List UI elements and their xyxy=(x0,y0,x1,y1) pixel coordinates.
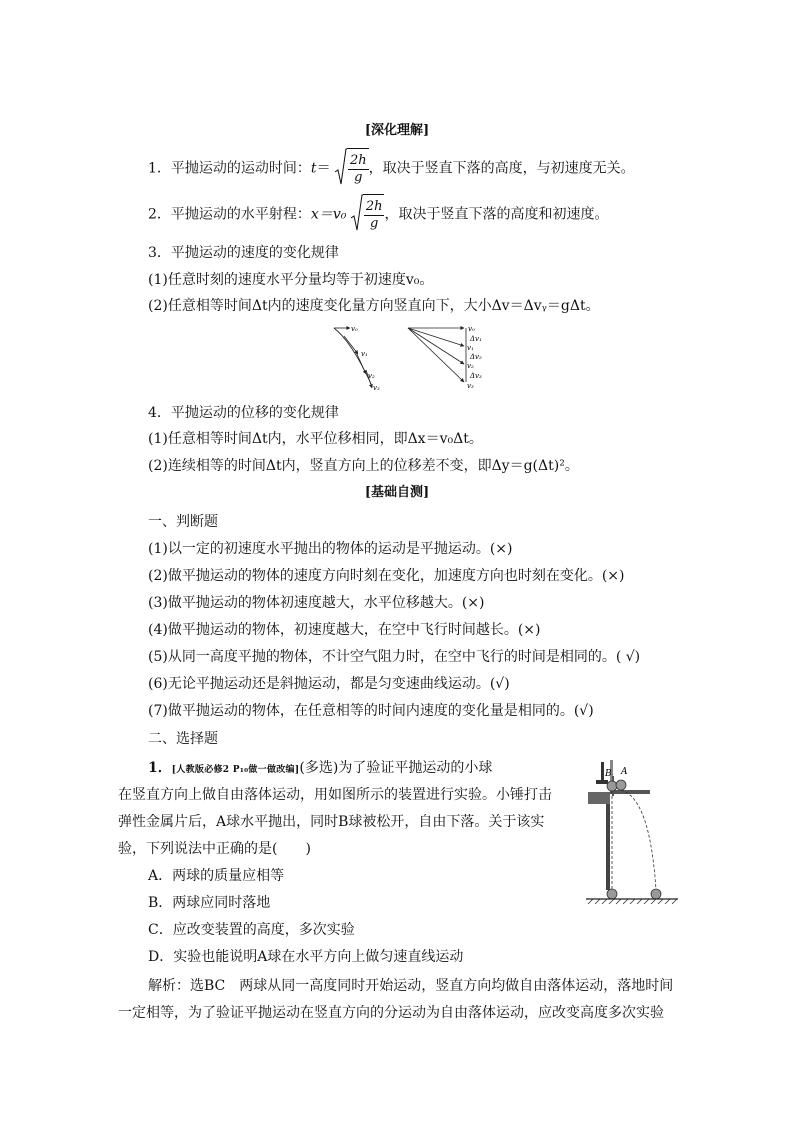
label-v2-right: v₂ xyxy=(467,362,474,370)
label-v0-right: v₀ xyxy=(468,325,475,333)
stand-block xyxy=(588,792,610,804)
vector-triangle-diagram xyxy=(408,325,482,390)
question-1-line-3: 弹性金属片后，A球水平抛出，同时B球被松开，自由下落。关于该实 xyxy=(118,814,545,830)
item1-eq: ＝ xyxy=(316,160,331,177)
judgment-item: (7)做平抛运动的物体，在任意相等的时间内速度的变化量是相同的。(√) xyxy=(148,703,594,719)
sqrt-sign-icon xyxy=(335,148,347,186)
hammer-head xyxy=(596,780,608,784)
velocity-change-diagram xyxy=(330,322,500,394)
label-v1-right: v₁ xyxy=(467,344,474,352)
judgment-item: (5)从同一高度平抛的物体，不计空气阻力时，在空中飞行的时间是相同的。( √) xyxy=(148,649,641,665)
judgment-item: (4)做平抛运动的物体，初速度越大，在空中飞行时间越长。(×) xyxy=(148,622,541,638)
judgment-item: (6)无论平抛运动还是斜抛运动，都是匀变速曲线运动。(√) xyxy=(148,676,510,692)
part2-title: 二、选择题 xyxy=(148,731,218,747)
experiment-apparatus-diagram xyxy=(582,758,682,908)
item2-eq: ＝v₀ xyxy=(318,206,347,223)
section-title-deep: [深化理解] xyxy=(364,123,430,138)
item1-prefix: 1．平抛运动的运动时间： xyxy=(148,160,311,177)
question-1-line-4: 验，下列说法中正确的是( ) xyxy=(118,841,311,857)
deep-item-1 xyxy=(148,148,635,188)
parabolic-path xyxy=(621,790,656,890)
analysis-line-1: 解析：选BC 两球从同一高度同时开始运动，竖直方向均做自由落体运动，落地时间 xyxy=(148,978,674,994)
platform xyxy=(610,790,650,794)
ball-b xyxy=(607,781,617,791)
deep-item-3: 3．平抛运动的速度的变化规律 xyxy=(148,245,339,261)
label-v2: v₂ xyxy=(368,372,375,380)
question-1-line-2: 在竖直方向上做自由落体运动，用如图所示的装置进行实验。小锤打击 xyxy=(118,787,552,803)
ball-b-landed xyxy=(607,889,617,899)
label-v1: v₁ xyxy=(361,350,368,358)
fraction: $\frac{2h}{g}$ xyxy=(350,152,367,185)
stand-pole xyxy=(606,802,610,890)
deep-item-4: 4．平抛运动的位移的变化规律 xyxy=(148,405,339,421)
fraction: $\frac{2h}{g}$ xyxy=(365,198,383,231)
section-title-basic: [基础自测] xyxy=(364,485,430,500)
deep-item-4-2: (2)连续相等的时间Δt内，竖直方向上的位移差不变，即Δy＝g(Δt)²。 xyxy=(148,458,579,474)
item2-var: x xyxy=(310,206,319,223)
question-text: (多选)为了验证平抛运动的小球 xyxy=(299,760,493,776)
question-source: [人教版必修2 P₁₀做一做改编] xyxy=(171,765,300,775)
deep-item-3-2: (2)任意相等时间Δt内的速度变化量方向竖直向下，大小Δv＝Δvᵧ＝gΔt。 xyxy=(148,298,600,314)
ball-a-landed xyxy=(651,889,661,899)
part1-title: 一、判断题 xyxy=(148,514,218,530)
judgment-item: (1)以一定的初速度水平抛出的物体的运动是平抛运动。(×) xyxy=(148,541,513,557)
item1-var: t xyxy=(310,160,317,177)
ball-a xyxy=(616,780,626,790)
item1-suffix: ，取决于竖直下落的高度，与初速度无关。 xyxy=(368,160,635,177)
label-ball-a: A xyxy=(621,767,628,777)
label-dv1: Δv₁ xyxy=(470,335,482,343)
analysis-line-2: 一定相等，为了验证平抛运动在竖直方向的分运动为自由落体运动，应改变高度多次实验 xyxy=(118,1005,664,1021)
option-b: B．两球应同时落地 xyxy=(148,895,271,911)
judgment-item: (2)做平抛运动的物体的速度方向时刻在变化，加速度方向也时刻在变化。(×) xyxy=(148,568,625,584)
deep-item-2 xyxy=(148,194,608,234)
sqrt-expression xyxy=(335,148,369,189)
label-v0: v₀ xyxy=(351,325,358,333)
item2-suffix: ，取决于竖直下落的高度和初速度。 xyxy=(384,206,609,223)
label-dv3: Δv₃ xyxy=(470,372,482,380)
label-ball-b: B xyxy=(605,769,612,779)
judgment-item: (3)做平抛运动的物体初速度越大，水平位移越大。(×) xyxy=(148,595,485,611)
option-a: A．两球的质量应相等 xyxy=(148,868,285,884)
option-d: D．实验也能说明A球在水平方向上做匀速直线运动 xyxy=(148,949,464,965)
deep-item-3-1: (1)任意时刻的速度水平分量均等于初速度v₀。 xyxy=(148,272,434,288)
item2-prefix: 2．平抛运动的水平射程： xyxy=(148,206,311,223)
label-v3-right: v₃ xyxy=(467,382,474,390)
label-v3: v₃ xyxy=(373,384,380,392)
ground-hatching xyxy=(588,899,677,904)
sqrt-expression xyxy=(351,194,385,235)
deep-item-4-1: (1)任意相等时间Δt内，水平位移相同，即Δx＝v₀Δt。 xyxy=(148,431,483,447)
sqrt-sign-icon xyxy=(351,194,363,232)
label-dv2: Δv₂ xyxy=(470,353,482,361)
question-1-line-1 xyxy=(148,758,492,780)
trajectory-diagram xyxy=(334,325,380,392)
option-c: C．应改变装置的高度，多次实验 xyxy=(148,922,355,938)
question-number: 1． xyxy=(148,760,172,776)
